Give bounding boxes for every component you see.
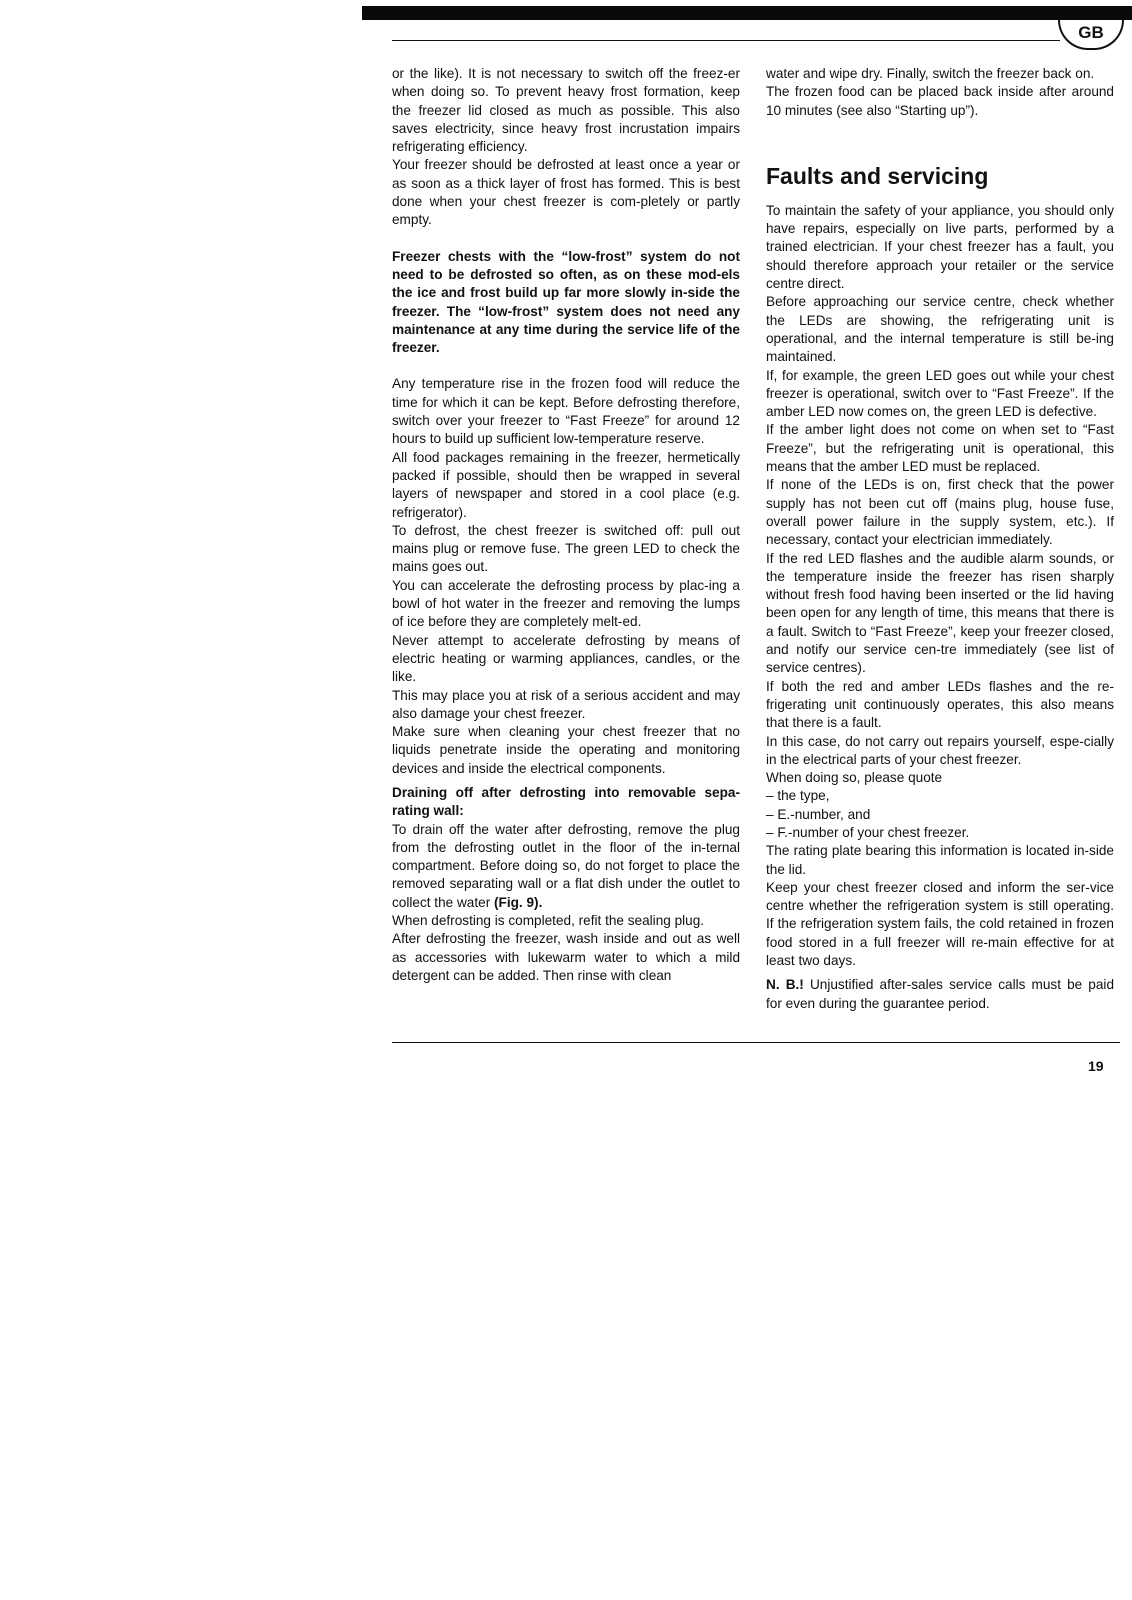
paragraph: If the red LED flashes and the audible alarm sounds, or the temperature inside the freezer has risen sharply without fresh food having been inserted or the lid having been open for any length of time, this means that there is a fault. Switch to “Fast Freeze”, keep your freezer closed, and notify our service cen-tre immediately (see list of service centres). — [766, 550, 1114, 676]
paragraph: Any temperature rise in the frozen food will reduce the time for which it can be kept. Before defrosting therefore, switch over your freezer to “Fast Freeze” for around 12 hours to build up sufficient low-temperature reserve. — [392, 376, 740, 447]
paragraph: The rating plate bearing this information is located in-side the lid. — [766, 843, 1114, 877]
paragraph: If both the red and amber LEDs flashes and the re-frigerating unit continuously operates, this also means that there is a fault. — [766, 678, 1114, 731]
page-number: 19 — [1088, 1058, 1104, 1074]
header-rule — [392, 40, 1060, 41]
paragraph: If the amber light does not come on when set to “Fast Freeze”, but the refrigerating unit is operational, this means that the amber LED must be replaced. — [766, 422, 1114, 475]
paragraph — [392, 821, 740, 912]
list-item: – the type, — [766, 787, 1114, 805]
paragraph: water and wipe dry. Finally, switch the freezer back on. — [766, 66, 1095, 81]
paragraph: All food packages remaining in the freezer, hermetically packed if possible, should then be wrapped in several layers of newspaper and stored in a cool place (e.g. refrigerator). — [392, 449, 740, 520]
left-column — [392, 65, 740, 985]
section-heading: Faults and servicing — [766, 162, 989, 189]
paragraph: Before approaching our service centre, check whether the LEDs are showing, the refrigerating unit is operational, and the internal temperature is still be-ing maintained. — [766, 294, 1114, 365]
paragraph: After defrosting the freezer, wash inside and out as well as accessories with lukewarm water to which a mild detergent can be added. Then rinse with clean — [392, 931, 740, 983]
low-frost-note: Freezer chests with the “low-frost” system do not need to be defrosted so often, as on these mod-els the ice and frost build up far more slowly in-side the freezer. The “low-frost” system does not need any maintenance at any time during the service life of the freezer. — [392, 248, 740, 356]
paragraph: When doing so, please quote — [766, 770, 943, 786]
paragraph: You can accelerate the defrosting process by plac-ing a bowl of hot water in the freezer and removing the lumps of ice before they are completely melt-ed. — [392, 577, 740, 630]
figure-reference: (Fig. 9). — [494, 894, 543, 910]
footer-rule — [392, 1042, 1120, 1043]
list-item: – E.-number, and — [766, 806, 1114, 824]
note-text: Unjustified after-sales service calls must be paid for even during the guarantee period. — [766, 977, 1115, 1011]
subheading-draining: Draining off after defrosting into removable sepa-rating wall: — [392, 784, 740, 819]
paragraph: When defrosting is completed, refit the sealing plug. — [392, 913, 705, 929]
list-item: – F.-number of your chest freezer. — [766, 824, 1114, 842]
language-badge: GB — [1058, 20, 1124, 50]
paragraph: Your freezer should be defrosted at least once a year or as soon as a thick layer of frost has formed. This is best done when your chest freezer is com-pletely or partly empty. — [392, 157, 740, 228]
paragraph: Never attempt to accelerate defrosting by means of electric heating or warming appliances, candles, or the like. — [392, 632, 740, 685]
paragraph: The frozen food can be placed back inside after around 10 minutes (see also “Starting up”). — [766, 84, 1114, 118]
paragraph: Make sure when cleaning your chest freezer that no liquids penetrate inside the operating and monitoring devices and inside the electrical components. — [392, 724, 740, 776]
spacer — [766, 120, 1114, 162]
header-bar — [362, 6, 1132, 20]
paragraph: or the like). It is not necessary to switch off the freez-er when doing so. To prevent heavy frost formation, keep the freezer lid closed as much as possible. This also saves electricity, since heavy frost incrustation impairs refrigerating efficiency. — [392, 66, 740, 155]
paragraph: If, for example, the green LED goes out while your chest freezer is operational, switch over to “Fast Freeze”. If the amber LED now comes on, the green LED is defective. — [766, 367, 1114, 420]
right-column — [766, 65, 1114, 1013]
paragraph: To defrost, the chest freezer is switched off: pull out mains plug or remove fuse. The green LED to check the mains goes out. — [392, 522, 740, 575]
paragraph-text: To drain off the water after defrosting, remove the plug from the defrosting outlet in the floor of the in-ternal compartment. Before doing so, do not forget to place the removed separating wall or a flat dish under the outlet to collect the water — [392, 821, 740, 910]
quote-list — [766, 787, 1114, 842]
paragraph: Keep your chest freezer closed and inform the ser-vice centre whether the refrigeration system is still operating. If the refrigeration system fails, the cold retained in frozen food stored in a full freezer will re-main effective for at least two days. — [766, 879, 1114, 969]
note-label: N. B.! — [766, 977, 804, 993]
note-paragraph — [766, 976, 1114, 1013]
paragraph: In this case, do not carry out repairs yourself, espe-cially in the electrical parts of your chest freezer. — [766, 733, 1114, 767]
paragraph: If none of the LEDs is on, first check that the power supply has not been cut off (mains plug, house fuse, overall power failure in the supply system, etc.). If necessary, contact your electrician immediately. — [766, 477, 1114, 548]
paragraph: To maintain the safety of your appliance, you should only have repairs, especially on live parts, performed by a trained electrician. If your chest freezer has a fault, you should therefore approach your retailer or the service centre direct. — [766, 202, 1114, 292]
paragraph: This may place you at risk of a serious accident and may also damage your chest freezer. — [392, 687, 740, 721]
